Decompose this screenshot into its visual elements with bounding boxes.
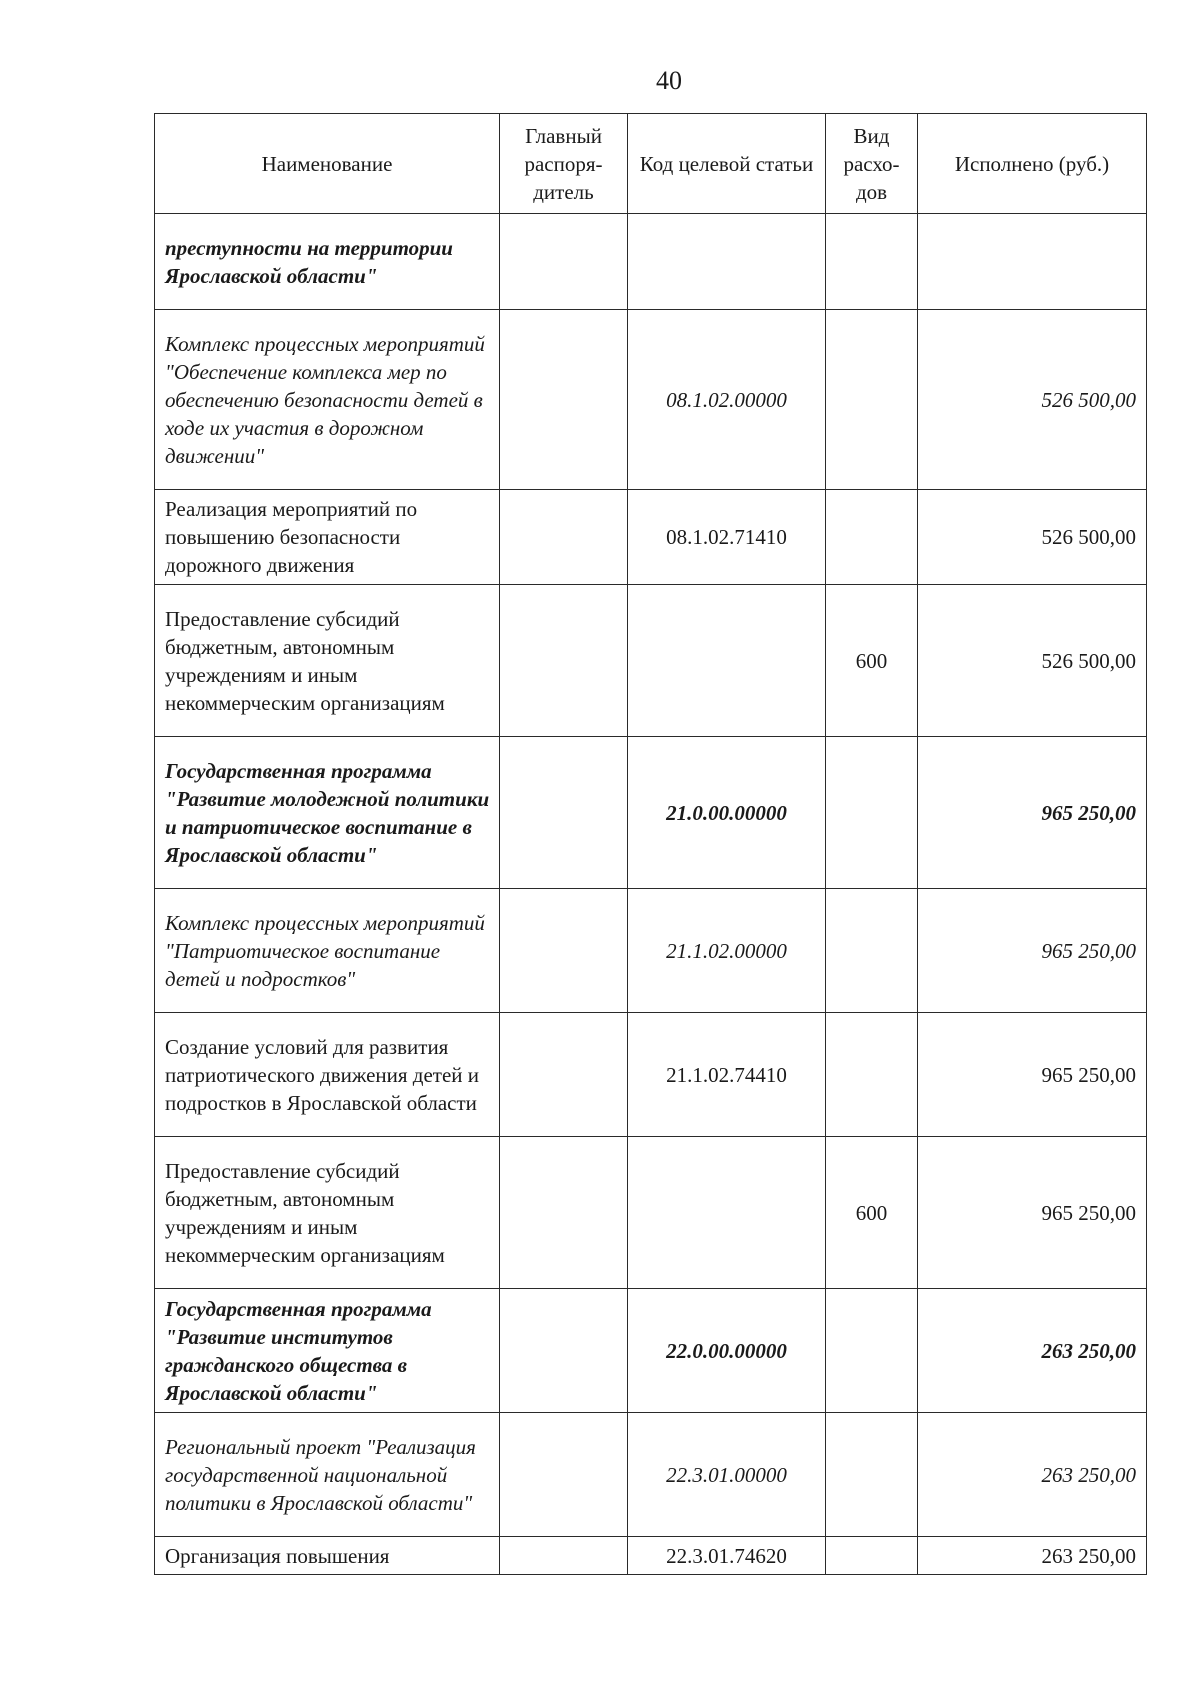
table-row xyxy=(155,585,1147,737)
cell-code: 21.0.00.00000 xyxy=(628,737,826,889)
cell-code: 22.0.00.00000 xyxy=(628,1289,826,1413)
cell-manager xyxy=(500,1137,628,1289)
table-header xyxy=(155,114,1147,214)
table-row xyxy=(155,889,1147,1013)
cell-amount: 965 250,00 xyxy=(918,1137,1147,1289)
cell-amount xyxy=(918,214,1147,310)
table-body xyxy=(155,214,1147,1575)
cell-manager xyxy=(500,1013,628,1137)
table-row xyxy=(155,1289,1147,1413)
cell-manager xyxy=(500,214,628,310)
cell-kind xyxy=(826,737,918,889)
cell-kind xyxy=(826,214,918,310)
cell-name: Создание условий для развития патриотического движения детей и подростков в Ярославской области xyxy=(155,1013,500,1137)
cell-kind xyxy=(826,1413,918,1537)
table-row xyxy=(155,1537,1147,1575)
cell-manager xyxy=(500,1413,628,1537)
cell-code: 22.3.01.74620 xyxy=(628,1537,826,1575)
cell-manager xyxy=(500,585,628,737)
cell-kind xyxy=(826,1289,918,1413)
cell-name: Региональный проект "Реализация государственной национальной политики в Ярославской области" xyxy=(155,1413,500,1537)
cell-amount: 965 250,00 xyxy=(918,737,1147,889)
budget-execution-table xyxy=(154,113,1147,1575)
cell-amount: 263 250,00 xyxy=(918,1413,1147,1537)
cell-manager xyxy=(500,490,628,585)
cell-code xyxy=(628,214,826,310)
cell-kind: 600 xyxy=(826,585,918,737)
cell-manager xyxy=(500,737,628,889)
table-row xyxy=(155,490,1147,585)
cell-kind: 600 xyxy=(826,1137,918,1289)
cell-code: 21.1.02.74410 xyxy=(628,1013,826,1137)
cell-name: Государственная программа "Развитие молодежной политики и патриотическое воспитание в Ярославской области" xyxy=(155,737,500,889)
table-row xyxy=(155,1413,1147,1537)
cell-code xyxy=(628,1137,826,1289)
cell-amount: 263 250,00 xyxy=(918,1289,1147,1413)
cell-code: 08.1.02.00000 xyxy=(628,310,826,490)
page-number: 40 xyxy=(656,66,682,95)
cell-kind xyxy=(826,490,918,585)
cell-code: 22.3.01.00000 xyxy=(628,1413,826,1537)
cell-manager xyxy=(500,889,628,1013)
header-code: Код целевой статьи xyxy=(628,114,826,214)
cell-manager xyxy=(500,1289,628,1413)
table-row xyxy=(155,737,1147,889)
cell-kind xyxy=(826,1537,918,1575)
cell-manager xyxy=(500,310,628,490)
cell-amount: 965 250,00 xyxy=(918,1013,1147,1137)
cell-name: преступности на территории Ярославской области" xyxy=(155,214,500,310)
cell-name: Государственная программа "Развитие институтов гражданского общества в Ярославской области" xyxy=(155,1289,500,1413)
cell-amount: 526 500,00 xyxy=(918,310,1147,490)
table-row xyxy=(155,214,1147,310)
cell-code xyxy=(628,585,826,737)
cell-kind xyxy=(826,310,918,490)
cell-name: Организация повышения xyxy=(155,1537,500,1575)
cell-manager xyxy=(500,1537,628,1575)
cell-amount: 526 500,00 xyxy=(918,490,1147,585)
cell-amount: 263 250,00 xyxy=(918,1537,1147,1575)
cell-code: 21.1.02.00000 xyxy=(628,889,826,1013)
table-row xyxy=(155,1013,1147,1137)
cell-code: 08.1.02.71410 xyxy=(628,490,826,585)
table-row xyxy=(155,1137,1147,1289)
cell-amount: 526 500,00 xyxy=(918,585,1147,737)
cell-amount: 965 250,00 xyxy=(918,889,1147,1013)
cell-kind xyxy=(826,1013,918,1137)
header-kind: Вид расхо-дов xyxy=(826,114,918,214)
cell-kind xyxy=(826,889,918,1013)
cell-name: Предоставление субсидий бюджетным, автономным учреждениям и иным некоммерческим организациям xyxy=(155,1137,500,1289)
header-name: Наименование xyxy=(155,114,500,214)
cell-name: Предоставление субсидий бюджетным, автономным учреждениям и иным некоммерческим организациям xyxy=(155,585,500,737)
header-manager: Главный распоря-дитель xyxy=(500,114,628,214)
cell-name: Комплекс процессных мероприятий "Патриотическое воспитание детей и подростков" xyxy=(155,889,500,1013)
header-row xyxy=(155,114,1147,214)
table-row xyxy=(155,310,1147,490)
cell-name: Комплекс процессных мероприятий "Обеспечение комплекса мер по обеспечению безопасности детей в ходе их участия в дорожном движении" xyxy=(155,310,500,490)
cell-name: Реализация мероприятий по повышению безопасности дорожного движения xyxy=(155,490,500,585)
header-amount: Исполнено (руб.) xyxy=(918,114,1147,214)
